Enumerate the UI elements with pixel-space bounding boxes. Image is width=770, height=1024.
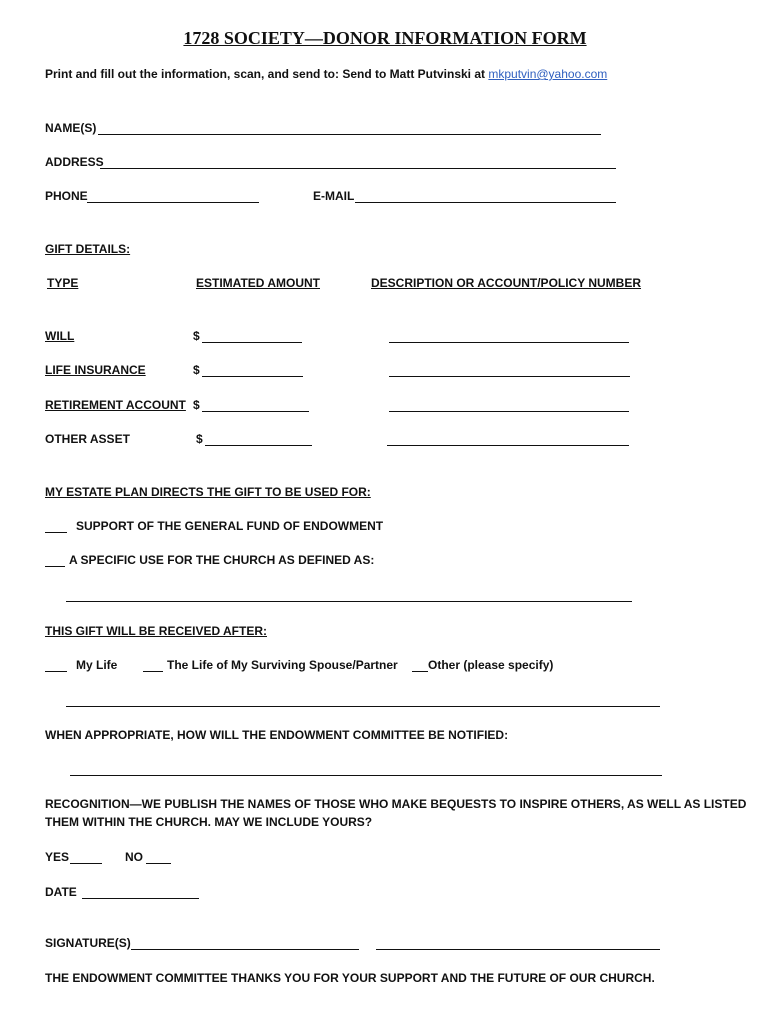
email-link[interactable]: mkputvin@yahoo.com bbox=[488, 67, 608, 81]
signature-field-2[interactable] bbox=[376, 949, 660, 950]
name-label: NAME(S) bbox=[45, 121, 97, 135]
gift-desc-life-insurance-field[interactable] bbox=[389, 376, 630, 377]
address-field[interactable] bbox=[100, 168, 616, 169]
column-estimated-amount: ESTIMATED AMOUNT bbox=[196, 276, 320, 290]
yes-label: YES bbox=[45, 850, 70, 864]
thanks-text: THE ENDOWMENT COMMITTEE THANKS YOU FOR YOUR SUPPORT AND THE FUTURE OF OUR CHURCH. bbox=[45, 971, 655, 985]
name-field[interactable] bbox=[98, 134, 601, 135]
gift-type-will: WILL bbox=[45, 329, 75, 343]
gift-details-heading: GIFT DETAILS: bbox=[45, 242, 131, 256]
gift-amount-retirement-field[interactable] bbox=[202, 411, 309, 412]
gift-desc-retirement-field[interactable] bbox=[389, 411, 629, 412]
recognition-text-line1: RECOGNITION—WE PUBLISH THE NAMES OF THOSE WHO MAKE BEQUESTS TO INSPIRE OTHERS, AS WELL AS LISTED bbox=[45, 797, 747, 811]
gift-desc-will-field[interactable] bbox=[389, 342, 629, 343]
gift-amount-life-insurance-field[interactable] bbox=[202, 376, 303, 377]
other-specify-field[interactable] bbox=[66, 706, 660, 707]
specific-use-label: A SPECIFIC USE FOR THE CHURCH AS DEFINED AS: bbox=[69, 553, 375, 567]
no-field[interactable] bbox=[146, 863, 171, 864]
notify-question: WHEN APPROPRIATE, HOW WILL THE ENDOWMENT COMMITTEE BE NOTIFIED: bbox=[45, 728, 509, 742]
other-label: Other (please specify) bbox=[428, 658, 554, 672]
phone-field[interactable] bbox=[87, 202, 259, 203]
spouse-checkbox[interactable] bbox=[143, 671, 163, 672]
yes-field[interactable] bbox=[70, 863, 102, 864]
no-label: NO bbox=[125, 850, 143, 864]
gift-amount-prefix: $ bbox=[193, 398, 200, 412]
specific-use-field[interactable] bbox=[66, 601, 632, 602]
date-field[interactable] bbox=[82, 898, 199, 899]
intro-text bbox=[45, 67, 607, 81]
column-type: TYPE bbox=[47, 276, 79, 290]
form-title: 1728 SOCIETY—DONOR INFORMATION FORM bbox=[183, 28, 587, 48]
spouse-label: The Life of My Surviving Spouse/Partner bbox=[167, 658, 398, 672]
gift-desc-other-field[interactable] bbox=[387, 445, 629, 446]
phone-label: PHONE bbox=[45, 189, 88, 203]
signature-label: SIGNATURE(S) bbox=[45, 936, 131, 950]
gift-amount-other-field[interactable] bbox=[205, 445, 312, 446]
general-fund-label: SUPPORT OF THE GENERAL FUND OF ENDOWMENT bbox=[76, 519, 384, 533]
column-description: DESCRIPTION OR ACCOUNT/POLICY NUMBER bbox=[371, 276, 642, 290]
my-life-checkbox[interactable] bbox=[45, 671, 67, 672]
gift-amount-will-field[interactable] bbox=[202, 342, 302, 343]
notify-field[interactable] bbox=[70, 775, 662, 776]
estate-plan-heading: MY ESTATE PLAN DIRECTS THE GIFT TO BE USED FOR: bbox=[45, 485, 371, 499]
gift-amount-prefix: $ bbox=[196, 432, 203, 446]
gift-type-retirement-account: RETIREMENT ACCOUNT bbox=[45, 398, 186, 412]
general-fund-checkbox[interactable] bbox=[45, 532, 67, 533]
date-label: DATE bbox=[45, 885, 77, 899]
signature-field-1[interactable] bbox=[131, 949, 359, 950]
intro-instructions: Print and fill out the information, scan, and send to: Send to Matt Putvinski at bbox=[45, 67, 489, 81]
email-field[interactable] bbox=[355, 202, 616, 203]
specific-use-checkbox[interactable] bbox=[45, 566, 65, 567]
email-label: E-MAIL bbox=[313, 189, 355, 203]
gift-type-other-asset: OTHER ASSET bbox=[45, 432, 130, 446]
recognition-text-line2: THEM WITHIN THE CHURCH. MAY WE INCLUDE YOURS? bbox=[45, 815, 373, 829]
gift-type-life-insurance: LIFE INSURANCE bbox=[45, 363, 146, 377]
address-label: ADDRESS bbox=[45, 155, 104, 169]
gift-amount-prefix: $ bbox=[193, 363, 200, 377]
received-after-heading: THIS GIFT WILL BE RECEIVED AFTER: bbox=[45, 624, 267, 638]
gift-amount-prefix: $ bbox=[193, 329, 200, 343]
other-checkbox[interactable] bbox=[412, 671, 428, 672]
my-life-label: My Life bbox=[76, 658, 118, 672]
